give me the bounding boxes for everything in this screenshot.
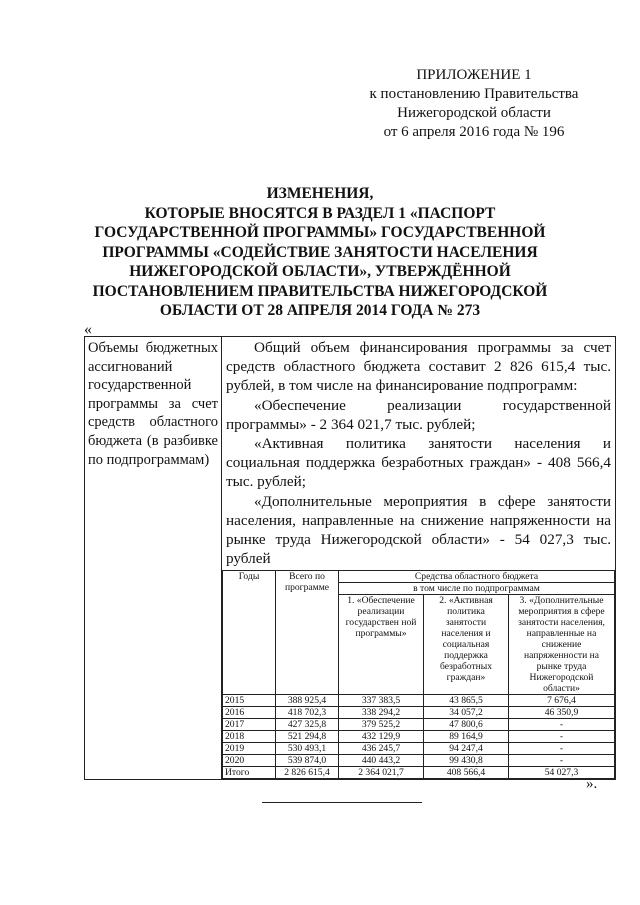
header-total: Всего по программе <box>276 571 339 695</box>
budget-label: Объемы бюджетных ассигнований государственной программы за счет средств областного бюджета (в разбивке по подпрограммам) <box>88 340 218 468</box>
table-row <box>223 719 615 731</box>
cell-subprogram-1: 338 294,2 <box>339 707 424 719</box>
appendix-line: Нижегородской области <box>397 105 551 121</box>
cell-subprogram-2: 99 430,8 <box>424 755 509 767</box>
subprogram-2-paragraph: «Активная политика занятости населения и социальная поддержка безработных граждан» - 408 566,4 тыс. рублей; <box>226 435 611 491</box>
cell-subprogram-3: 46 350,9 <box>509 707 615 719</box>
cell-subprogram-2: 34 057,2 <box>424 707 509 719</box>
header-subprogram-1: 1. «Обеспечение реализации государствен ной программы» <box>339 595 424 695</box>
header-subprogram-3: 3. «Дополнительные мероприятия в сфере занятости населения, направленные на снижение напряженности на рынке труда Нижегородской области» <box>509 595 615 695</box>
cell-subprogram-3: 54 027,3 <box>509 767 615 779</box>
cell-total: 418 702,3 <box>276 707 339 719</box>
appendix-title: ПРИЛОЖЕНИЕ 1 <box>416 67 532 83</box>
opening-quote: « <box>84 321 92 338</box>
title-line: ОБЛАСТИ ОТ 28 АПРЕЛЯ 2014 ГОДА № 273 <box>159 302 481 319</box>
cell-year: 2018 <box>223 731 276 743</box>
cell-subprogram-2: 47 800,6 <box>424 719 509 731</box>
header-years: Годы <box>223 571 276 695</box>
closing-quote: ». <box>586 776 598 792</box>
cell-total: 521 294,8 <box>276 731 339 743</box>
separator-line <box>262 802 422 803</box>
cell-year: 2016 <box>223 707 276 719</box>
cell-year: Итого <box>223 767 276 779</box>
appendix-header <box>344 66 604 142</box>
passport-table <box>84 336 616 780</box>
cell-subprogram-3: - <box>509 743 615 755</box>
title-line: ПОСТАНОВЛЕНИЕМ ПРАВИТЕЛЬСТВА НИЖЕГОРОДСКОЙ <box>92 282 548 300</box>
cell-subprogram-2: 89 164,9 <box>424 731 509 743</box>
title-line: ПРОГРАММЫ «СОДЕЙСТВИЕ ЗАНЯТОСТИ НАСЕЛЕНИЯ <box>102 243 538 261</box>
cell-subprogram-2: 43 865,5 <box>424 695 509 707</box>
cell-subprogram-1: 440 443,2 <box>339 755 424 767</box>
cell-subprogram-3: - <box>509 719 615 731</box>
cell-year: 2020 <box>223 755 276 767</box>
total-paragraph: Общий объем финансирования программы за счет средств областного бюджета составит 2 826 615,4 тыс. рублей, в том числе на финансирование подпрограмм: <box>226 339 611 395</box>
cell-total: 539 874,0 <box>276 755 339 767</box>
table-row <box>223 755 615 767</box>
cell-subprogram-2: 408 566,4 <box>424 767 509 779</box>
cell-subprogram-1: 432 129,9 <box>339 731 424 743</box>
cell-total: 388 925,4 <box>276 695 339 707</box>
table-row <box>223 731 615 743</box>
cell-subprogram-3: 7 676,4 <box>509 695 615 707</box>
appendix-line: к постановлению Правительства <box>369 86 579 102</box>
cell-subprogram-2: 94 247,4 <box>424 743 509 755</box>
budget-content-cell <box>222 337 616 780</box>
appendix-date: от 6 апреля 2016 года № 196 <box>383 124 565 140</box>
budget-label-cell <box>85 337 222 780</box>
cell-total: 427 325,8 <box>276 719 339 731</box>
table-row <box>223 695 615 707</box>
cell-year: 2017 <box>223 719 276 731</box>
title-line: КОТОРЫЕ ВНОСЯТСЯ В РАЗДЕЛ 1 «ПАСПОРТ <box>144 204 496 222</box>
funding-table <box>222 570 615 779</box>
cell-subprogram-3: - <box>509 731 615 743</box>
cell-year: 2015 <box>223 695 276 707</box>
header-including: в том числе по подпрограммам <box>339 583 615 595</box>
table-row-total <box>223 767 615 779</box>
cell-total: 530 493,1 <box>276 743 339 755</box>
cell-subprogram-1: 2 364 021,7 <box>339 767 424 779</box>
cell-total: 2 826 615,4 <box>276 767 339 779</box>
header-subprogram-2: 2. «Активная политика занятости населения и социальная поддержка безработных граждан» <box>424 595 509 695</box>
table-row <box>223 707 615 719</box>
cell-subprogram-1: 337 383,5 <box>339 695 424 707</box>
cell-subprogram-1: 379 525,2 <box>339 719 424 731</box>
header-budget: Средства областного бюджета <box>339 571 615 583</box>
document-title <box>70 184 570 321</box>
title-line: ИЗМЕНЕНИЯ, <box>266 185 374 202</box>
subprogram-3-paragraph: «Дополнительные мероприятия в сфере занятости населения, направленные на снижение напряженности на рынке труда Нижегородской области» - 54 027,3 тыс. рублей <box>226 492 611 568</box>
cell-subprogram-3: - <box>509 755 615 767</box>
table-row <box>223 743 615 755</box>
cell-year: 2019 <box>223 743 276 755</box>
cell-subprogram-1: 436 245,7 <box>339 743 424 755</box>
title-line: ГОСУДАРСТВЕННОЙ ПРОГРАММЫ» ГОСУДАРСТВЕННОЙ <box>94 224 546 241</box>
title-line: НИЖЕГОРОДСКОЙ ОБЛАСТИ», УТВЕРЖДЁННОЙ <box>129 263 511 280</box>
subprogram-1-paragraph: «Обеспечение реализации государственной программы» - 2 364 021,7 тыс. рублей; <box>226 396 611 433</box>
